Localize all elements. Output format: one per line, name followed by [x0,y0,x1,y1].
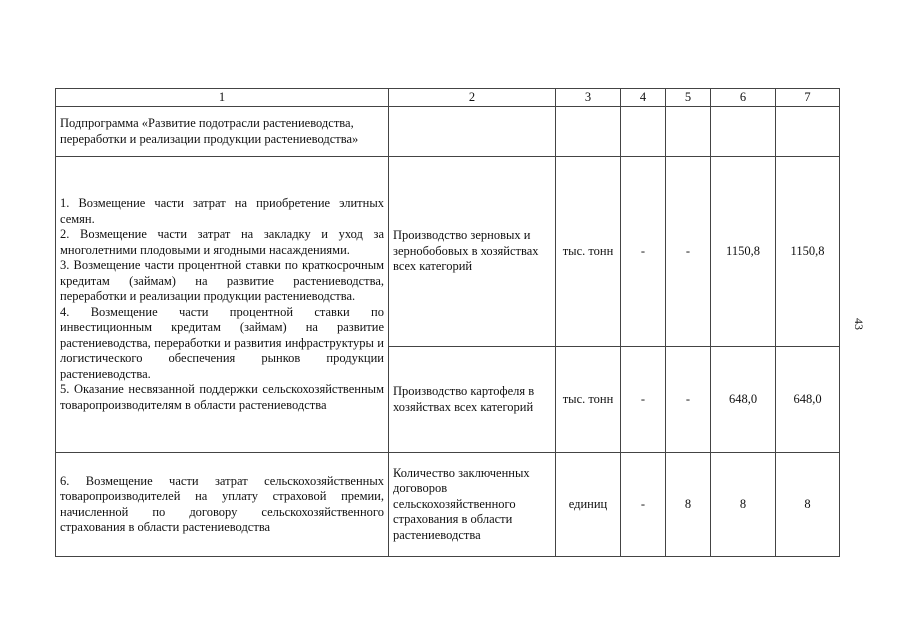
measure-item: 4. Возмещение части процентной ставки по инвестиционным кредитам (займам) на развитие растениеводства, переработки и развития инфраструктуры и логистического обеспечения рынков продукции растениеводства. [60,304,384,381]
indicator-name: Количество заключенных договоров сельскохозяйственного страхования в области растениеводства [389,453,556,557]
indicator-unit: тыс. тонн [556,157,621,347]
indicator-name: Производство картофеля в хозяйствах всех категорий [389,347,556,453]
column-number-4: 4 [621,89,666,107]
table-row [56,157,840,347]
column-number-5: 5 [666,89,711,107]
measures-list [56,157,389,453]
indicator-unit: единиц [556,453,621,557]
table-row [56,453,840,557]
indicator-value-col6: 1150,8 [711,157,776,347]
subprogram-row [56,107,840,157]
indicator-unit: тыс. тонн [556,347,621,453]
indicator-value-col5: - [666,157,711,347]
indicator-value-col7: 8 [776,453,840,557]
measure-item: 2. Возмещение части затрат на закладку и уход за многолетними плодовыми и ягодными насаждениями. [60,227,384,257]
indicator-value-col4: - [621,157,666,347]
indicator-value-col5: 8 [666,453,711,557]
indicator-value-col6: 648,0 [711,347,776,453]
program-table [55,88,840,557]
column-number-2: 2 [389,89,556,107]
header-row [56,89,840,107]
indicator-name: Производство зерновых и зернобобовых в хозяйствах всех категорий [389,157,556,347]
measure-item: 3. Возмещение части процентной ставки по краткосрочным кредитам (займам) на развитие растениеводства, переработки и реализации продукции растениеводства. [60,258,384,303]
column-number-3: 3 [556,89,621,107]
page-number: 43 [852,318,866,330]
measure-item: 6. Возмещение части затрат сельскохозяйственных товаропроизводителей на уплату страховой премии, начисленной по договору сельскохозяйственного страхования в области растениеводства [56,453,389,557]
column-number-6: 6 [711,89,776,107]
column-number-7: 7 [776,89,840,107]
column-number-1: 1 [56,89,389,107]
indicator-value-col7: 1150,8 [776,157,840,347]
indicator-value-col7: 648,0 [776,347,840,453]
indicator-value-col5: - [666,347,711,453]
indicator-value-col4: - [621,347,666,453]
indicator-value-col4: - [621,453,666,557]
measure-item: 1. Возмещение части затрат на приобретение элитных семян. [60,196,384,226]
indicator-value-col6: 8 [711,453,776,557]
subprogram-title: Подпрограмма «Развитие подотрасли растениеводства, переработки и реализации продукции растениеводства» [56,107,389,157]
measure-item: 5. Оказание несвязанной поддержки сельскохозяйственным товаропроизводителям в области растениеводства [60,382,384,412]
